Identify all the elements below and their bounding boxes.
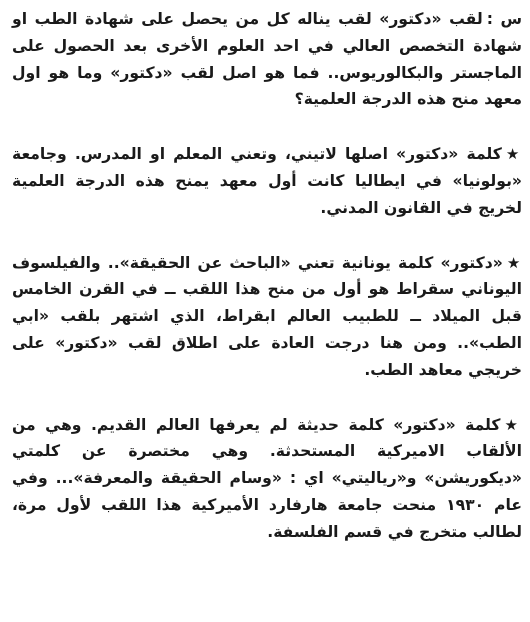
question-label: س : [486,10,522,28]
question-text: لقب «دكتور» لقب يناله كل من يحصل على شهادة الطب او شهادة التخصص العالي في احد العلوم الأخرى بعد الحصول على الماجستر والبكالوريوس.. فما هو اصل لقب «دكتور» وما هو اول معهد منح هذه الدرجة العلمية؟ [12,10,522,109]
answer-text-2: «دكتور» كلمة يونانية تعني «الباحث عن الحقيقة».. والفيلسوف اليوناني سقراط هو أول من منح هذا اللقب ــ في القرن الخامس قبل الميلاد ــ للطبيب العالم ابقراط، الذي اشتهر بلقب «ابي الطب».. ومن هنا درجت العادة على اطلاق لقب «دكتور» على خريجي معاهد الطب. [12,253,522,379]
answer-paragraph-3 [12,412,522,546]
answer-text-1: كلمة «دكتور» اصلها لاتيني، وتعني المعلم او المدرس. وجامعة «بولونيا» في ايطاليا كانت أول معهد يمنح هذه الدرجة العلمية لخريج في القانون المدني. [12,145,522,217]
question-paragraph [12,6,522,113]
star-icon: ★ [504,415,522,434]
star-icon: ★ [505,145,522,164]
answer-paragraph-1 [12,141,522,221]
answer-text-3: كلمة «دكتور» كلمة حديثة لم يعرفها العالم القديم. وهي من الألقاب الاميركية المستحدثة. وهي مختصرة عن كلمتي «ديكوريشن» و«رياليتي» اي : «وسام الحقيقة والمعرفة»... وفي عام ١٩٣٠ منحت جامعة هارفارد الأميركية هذا اللقب لأول مرة، لطالب متخرج في قسم الفلسفة. [12,415,522,541]
answer-paragraph-2 [12,250,522,384]
star-icon: ★ [506,253,522,272]
